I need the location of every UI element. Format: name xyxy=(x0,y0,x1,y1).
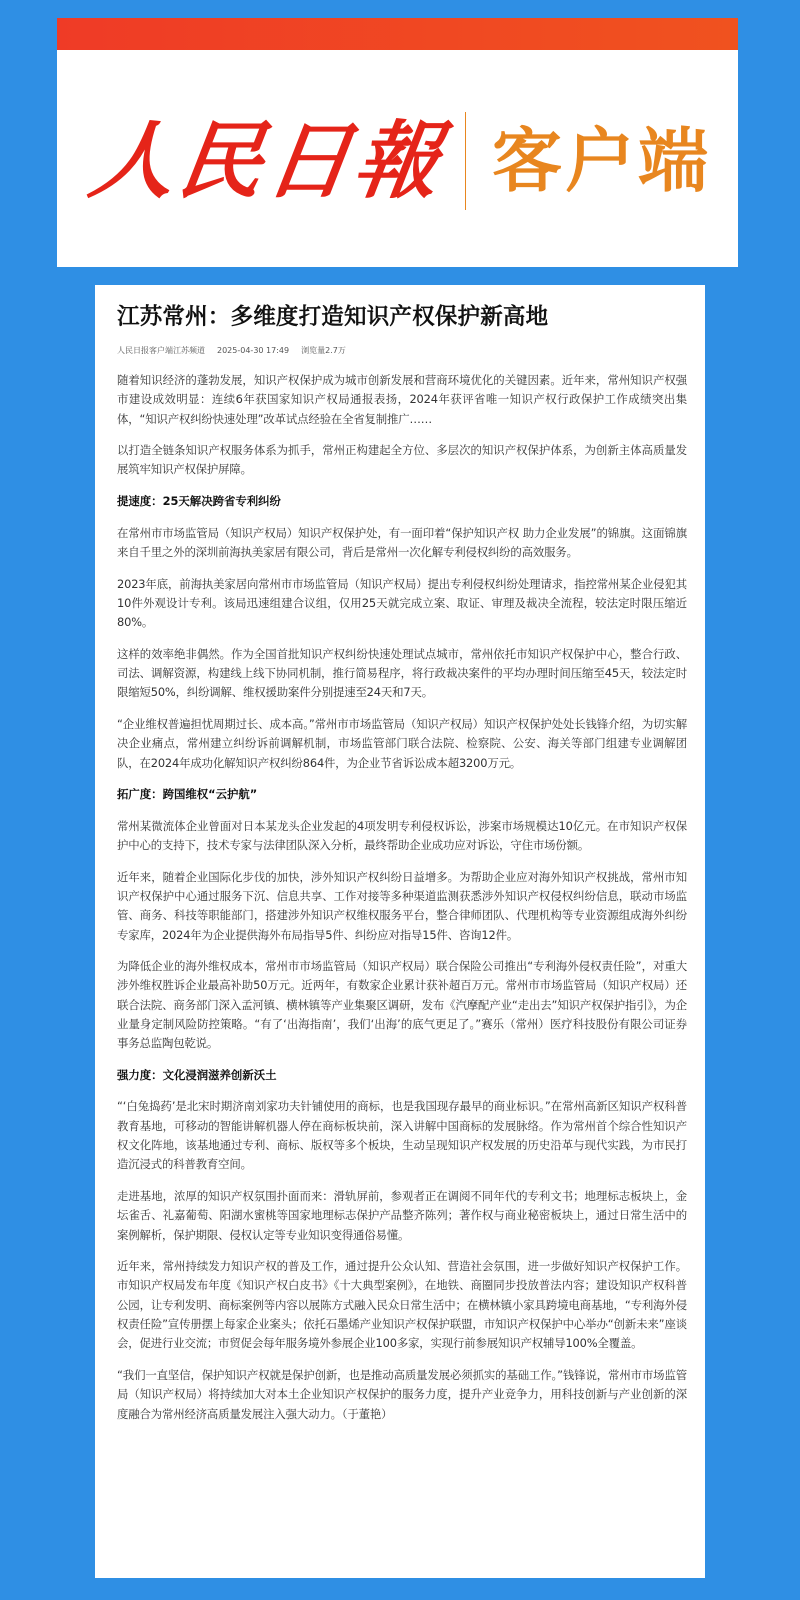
article-paragraph: “‘白兔捣药’是北宋时期济南刘家功夫针铺使用的商标，也是我国现存最早的商业标识。”在常州高新区知识产权科普教育基地，可移动的智能讲解机器人停在商标板块前，深入讲解中国商标的发展脉络。作为常州首个综合性知识产权文化阵地，该基地通过专利、商标、版权等多个板块，生动呈现知识产权发展的历史沿革与现代实践，为市民打造沉浸式的科普教育空间。 xyxy=(117,1099,687,1172)
article-paragraph: 2023年底，前海执美家居向常州市市场监管局（知识产权局）提出专利侵权纠纷处理请求，指控常州某企业侵犯其10件外观设计专利。该局迅速组建合议组，仅用25天就完成立案、取证、审理及裁决全流程，较法定时限压缩近80%。 xyxy=(117,576,687,630)
header-color-bar xyxy=(57,18,738,50)
brand-subtitle: 客户端 xyxy=(492,120,711,202)
article-paragraph: 随着知识经济的蓬勃发展，知识产权保护成为城市创新发展和营商环境优化的关键因素。近年来，常州知识产权强市建设成效明显：连续6年获国家知识产权局通报表扬，2024年获评省唯一知识产权行政保护工作成绩突出集体，“知识产权纠纷快速处理”改革试点经验在全省复制推广…… xyxy=(117,373,687,426)
brand-logo xyxy=(84,96,711,226)
article-paragraph: “我们一直坚信，保护知识产权就是保护创新，也是推动高质量发展必须抓实的基础工作。”钱锋说，常州市市场监管局（知识产权局）将持续加大对本土企业知识产权保护的服务力度，提升产业竞争力，用科技创新与产业创新的深度融合为常州经济高质量发展注入强大动力。（于董艳） xyxy=(117,1367,687,1421)
article-paragraph: 走进基地，浓厚的知识产权氛围扑面而来：滑轨屏前，参观者正在调阅不同年代的专利文书；地理标志板块上，金坛雀舌、礼嘉葡萄、阳湖水蜜桃等国家地理标志保护产品整齐陈列；著作权与商业秘密板块上，通过日常生活中的案例解析，保护期限、侵权认定等专业知识变得通俗易懂。 xyxy=(117,1188,687,1242)
article-paragraph: 近年来，常州持续发力知识产权的普及工作，通过提升公众认知、营造社会氛围，进一步做好知识产权保护工作。市知识产权局发布年度《知识产权白皮书》《十大典型案例》，在地铁、商圈同步投放普法内容；建设知识产权科普公园，让专利发明、商标案例等内容以展陈方式融入民众日常生活中；在横林镇小家具跨境电商基地，“专利海外侵权责任险”宣传册摆上每家企业案头；依托石墨烯产业知识产权保护联盟，市知识产权保护中心举办“创新未来”座谈会，促进行业交流；市贸促会每年服务境外参展企业100多家，实现行前参展知识产权辅导100%全覆盖。 xyxy=(117,1259,687,1351)
article-paragraph: 近年来，随着企业国际化步伐的加快，涉外知识产权纠纷日益增多。为帮助企业应对海外知识产权挑战，常州市知识产权保护中心通过服务下沉、信息共享、工作对接等多种渠道监测获悉涉外知识产权侵权纠纷信息，联动市场监管、商务、科技等职能部门，搭建涉外知识产权维权服务平台，整合律师团队、代理机构等专业资源组成海外纠纷专家库，2024年为企业提供海外布局指导5件、纠纷应对指导15件、咨询12件。 xyxy=(117,869,687,942)
article-paragraph: 为降低企业的海外维权成本，常州市市场监管局（知识产权局）联合保险公司推出“专利海外侵权责任险”，对重大涉外维权胜诉企业最高补助50万元。近两年，有数家企业累计获补超百万元。常州市市场监管局（知识产权局）还联合法院、商务部门深入孟河镇、横林镇等产业集聚区调研，发布《汽摩配产业“走出去”知识产权保护指引》，为企业量身定制风险防控策略。“有了‘出海指南’，我们‘出海’的底气更足了。”赛乐（常州）医疗科技股份有限公司证券事务总监陶包乾说。 xyxy=(117,959,687,1051)
article-paragraph: “企业维权普遍担忧周期过长、成本高。”常州市市场监管局（知识产权局）知识产权保护处处长钱锋介绍，为切实解决企业痛点，常州建立纠纷诉前调解机制，市场监管部门联合法院、检察院、公安、海关等部门组建专业调解团队，在2024年成功化解知识产权纠纷864件，为企业节省诉讼成本超3200万元。 xyxy=(117,716,687,770)
section-heading: 强力度：文化浸润滋养创新沃土 xyxy=(117,1067,277,1082)
article-paragraph: 常州某微流体企业曾面对日本某龙头企业发起的4项发明专利侵权诉讼，涉案市场规模达10亿元。在市知识产权保护中心的支持下，技术专家与法律团队深入分析，最终帮助企业成功应对诉讼，守住市场份额。 xyxy=(117,818,687,853)
brand-name: 人民日報 xyxy=(84,111,451,210)
app-header-banner xyxy=(57,18,738,267)
brand-divider xyxy=(465,112,466,210)
article-views: 浏览量2.7万 xyxy=(301,346,346,355)
article-paragraph: 以打造全链条知识产权服务体系为抓手，常州正构建起全方位、多层次的知识产权保护体系，为创新主体高质量发展筑牢知识产权保护屏障。 xyxy=(117,443,687,477)
section-heading: 提速度：25天解决跨省专利纠纷 xyxy=(117,494,281,509)
article-body xyxy=(117,371,687,1424)
article-title: 江苏常州：多维度打造知识产权保护新高地 xyxy=(117,304,549,330)
article-datetime: 2025-04-30 17:49 xyxy=(217,346,290,355)
article-card xyxy=(95,285,705,1578)
article-paragraph: 这样的效率绝非偶然。作为全国首批知识产权纠纷快速处理试点城市，常州依托市知识产权保护中心，整合行政、司法、调解资源，构建线上线下协同机制，推行简易程序，将行政裁决案件的平均办理时间压缩至45天，较法定时限缩短50%，纠纷调解、维权援助案件分别提速至24天和7天。 xyxy=(117,646,687,700)
article-source: 人民日报客户端江苏频道 xyxy=(117,346,205,355)
article-paragraph: 在常州市市场监管局（知识产权局）知识产权保护处，有一面印着“保护知识产权 助力企业发展”的锦旗。这面锦旗来自千里之外的深圳前海执美家居有限公司，背后是常州一次化解专利侵权纠纷的高效服务。 xyxy=(117,525,687,559)
article-meta xyxy=(117,345,687,357)
section-heading: 拓广度：跨国维权“云护航” xyxy=(117,787,258,802)
